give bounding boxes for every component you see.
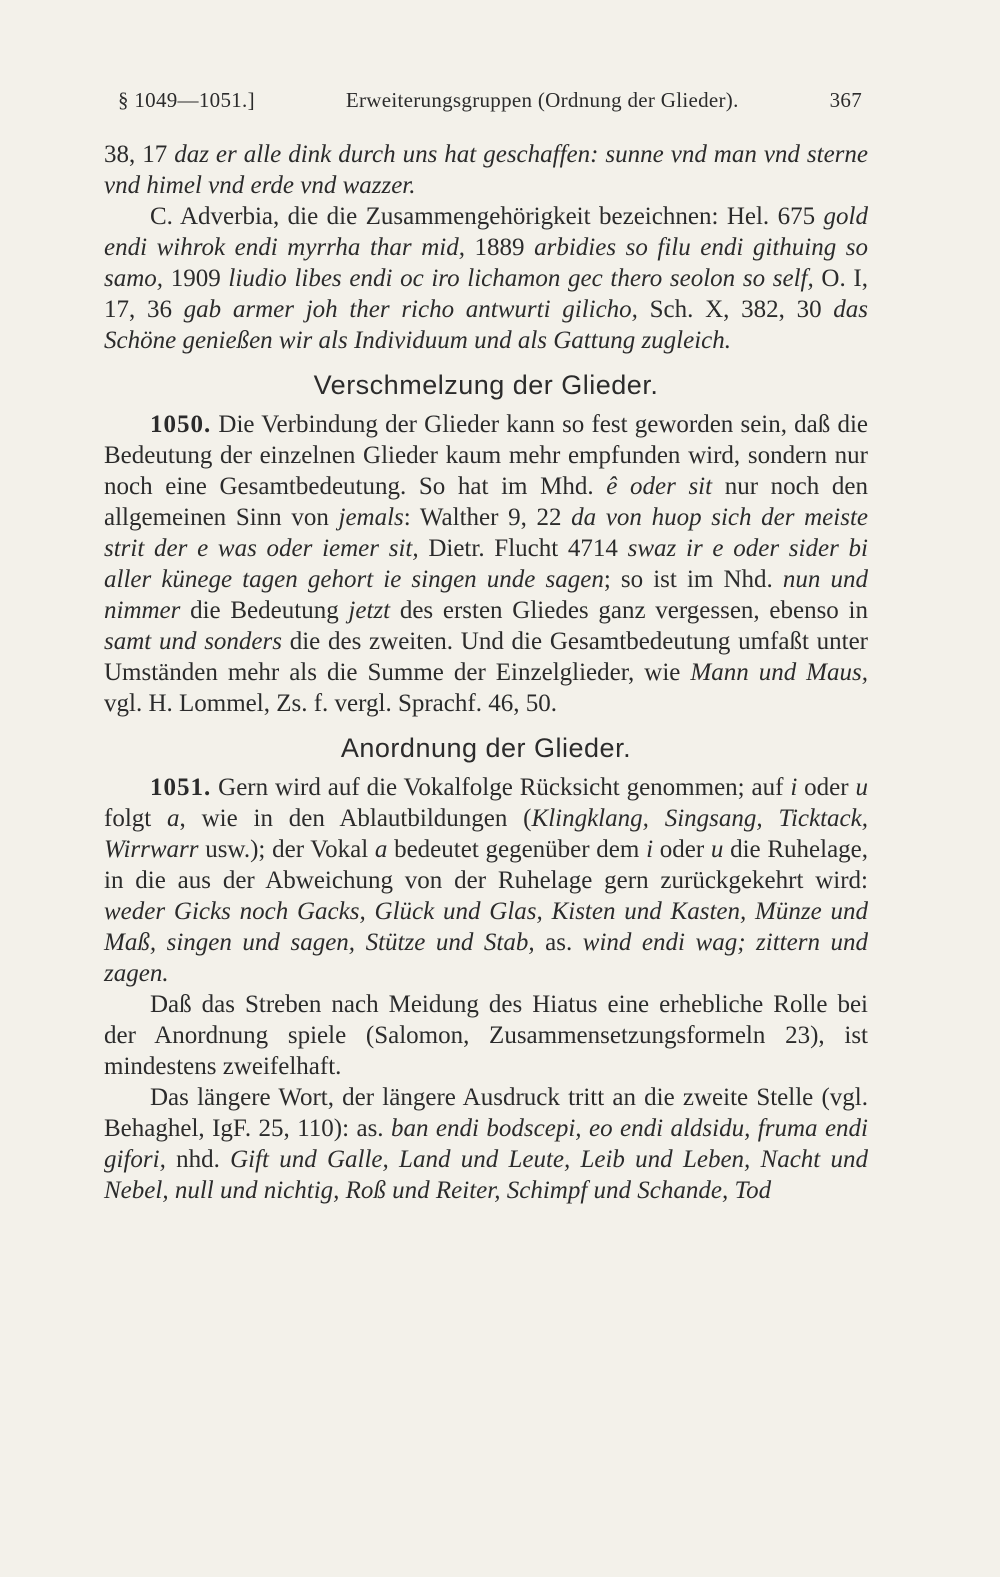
text-run: Sch. X, 382, 30 bbox=[637, 296, 834, 323]
section-1051-text bbox=[104, 774, 868, 987]
page-number: 367 bbox=[829, 88, 862, 112]
text-run: nur noch den allgemeinen Sinn von bbox=[104, 473, 868, 531]
paragraph-continuation bbox=[104, 139, 868, 201]
text-run: die des zweiten. Und die Gesamtbedeutung umfaßt unter Umständen mehr als die Summe der Einzelglieder, wie bbox=[104, 628, 868, 686]
text-run: Gern wird auf die Vokalfolge Rücksicht genommen; auf bbox=[211, 774, 791, 801]
italic-run: gab armer joh ther richo antwurti gilicho, bbox=[183, 296, 638, 323]
text-run: usw.); der Vokal bbox=[198, 836, 375, 863]
italic-run: nun und nimmer bbox=[104, 566, 868, 624]
text-run: oder bbox=[653, 836, 711, 863]
heading-verschmelzung: Verschmelzung der Glieder. bbox=[313, 370, 659, 400]
text-run: 1909 bbox=[163, 265, 229, 292]
paragraph-laengere-wort bbox=[104, 1082, 868, 1206]
section-number-1051: 1051. bbox=[150, 774, 212, 801]
paragraph-adverbia bbox=[104, 201, 868, 356]
text-run: oder bbox=[797, 774, 856, 801]
italic-run: daz er alle dink durch uns hat geschaffen: sunne vnd man vnd sterne vnd himel vnd erde vnd wazzer. bbox=[104, 141, 869, 199]
italic-run: samt und sonders bbox=[104, 628, 282, 655]
text-run: die Bedeutung bbox=[180, 597, 349, 624]
running-title: Erweiterungsgruppen (Ordnung der Glieder). bbox=[345, 88, 739, 112]
italic-run: jetzt bbox=[348, 597, 391, 624]
text-run: 1889 bbox=[464, 234, 535, 261]
heading-anordnung: Anordnung der Glieder. bbox=[340, 733, 632, 763]
text-run: vgl. H. Lommel, Zs. f. vergl. Sprachf. 46, 50. bbox=[104, 690, 557, 717]
italic-run: i bbox=[646, 836, 654, 863]
text-run: des ersten Gliedes ganz vergessen, ebenso in bbox=[390, 597, 868, 624]
italic-run: u bbox=[855, 774, 868, 801]
text-run: , wie in den Ablautbildungen ( bbox=[179, 805, 532, 832]
section-1050-text bbox=[104, 411, 868, 717]
italic-run: jemals bbox=[338, 504, 404, 531]
italic-run: ê oder sit bbox=[606, 473, 713, 500]
text-run: folgt bbox=[104, 805, 168, 832]
text-run: Die Verbindung der Glieder kann so fest geworden sein, daß die Bedeutung der einzelnen Glieder kaum mehr empfunden wird, sondern nur noch eine Gesamtbedeutung. So hat im Mhd. bbox=[104, 411, 868, 500]
italic-run: Klingklang, Singsang, Ticktack, Wirrwarr bbox=[104, 805, 868, 863]
italic-run: da von huop sich der meiste strit der e was oder iemer sit, bbox=[104, 504, 868, 562]
italic-run: Mann und Maus, bbox=[690, 659, 868, 686]
body-text bbox=[104, 139, 868, 1206]
italic-run: arbidies so filu endi githuing so samo, bbox=[104, 234, 869, 292]
text-run: 38, 17 bbox=[104, 141, 175, 168]
italic-run: ban endi bodscepi, eo endi aldsidu, fruma endi gifori, bbox=[104, 1115, 868, 1173]
italic-run: i bbox=[790, 774, 798, 801]
section-1051 bbox=[104, 772, 868, 989]
text-run: as. bbox=[534, 929, 583, 956]
text-run: : Walther 9, 22 bbox=[403, 504, 572, 531]
text-run: Das längere Wort, der längere Ausdruck tritt an die zweite Stelle (vgl. Behaghel, IgF. 25, 110): as. bbox=[104, 1084, 868, 1142]
italic-run: wind endi wag; zittern und zagen. bbox=[104, 929, 868, 987]
text-run: Daß das Streben nach Meidung des Hiatus eine erhebliche Rolle bei der Anordnung spiele (Salomon, Zusammensetzungsformeln 23), ist mindestens zweifelhaft. bbox=[104, 991, 868, 1080]
italic-run: swaz ir e oder sider bi aller künege tagen gehort ie singen unde sagen bbox=[104, 535, 868, 593]
text-run: O. I, 17, 36 bbox=[104, 265, 868, 323]
italic-run: das Schöne genießen wir als Individuum und als Gattung zugleich. bbox=[104, 296, 869, 354]
text-run: die Ruhelage, in die aus der Abweichung von der Ruhelage gern zurückgekehrt wird: bbox=[104, 836, 869, 894]
text-run: C. Adverbia, die die Zusammengehörigkeit bezeichnen: Hel. 675 bbox=[150, 203, 824, 230]
section-number-1050: 1050. bbox=[150, 411, 212, 438]
text-run: ; so ist im Nhd. bbox=[603, 566, 783, 593]
italic-run: a bbox=[374, 836, 388, 863]
text-run: bedeutet gegenüber dem bbox=[387, 836, 647, 863]
paragraph-hiatus bbox=[104, 989, 868, 1082]
running-head bbox=[104, 88, 868, 113]
text-run: nhd. bbox=[165, 1146, 231, 1173]
text-run: Dietr. Flucht 4714 bbox=[418, 535, 628, 562]
italic-run: Gift und Galle, Land und Leute, Leib und Leben, Nacht und Nebel, null und nichtig, Roß und Reiter, Schimpf und Schande, Tod bbox=[104, 1146, 869, 1204]
italic-run: weder Gicks noch Gacks, Glück und Glas, Kisten und Kasten, Münze und Maß, singen und sagen, Stütze und Stab, bbox=[104, 898, 868, 956]
section-1050 bbox=[104, 409, 868, 719]
italic-run: gold endi wihrok endi myrrha thar mid, bbox=[104, 203, 868, 261]
italic-run: u bbox=[710, 836, 724, 863]
italic-run: a bbox=[167, 805, 180, 832]
italic-run: liudio libes endi oc iro lichamon gec thero seolon so self, bbox=[228, 265, 814, 292]
section-range: § 1049—1051.] bbox=[118, 88, 255, 112]
